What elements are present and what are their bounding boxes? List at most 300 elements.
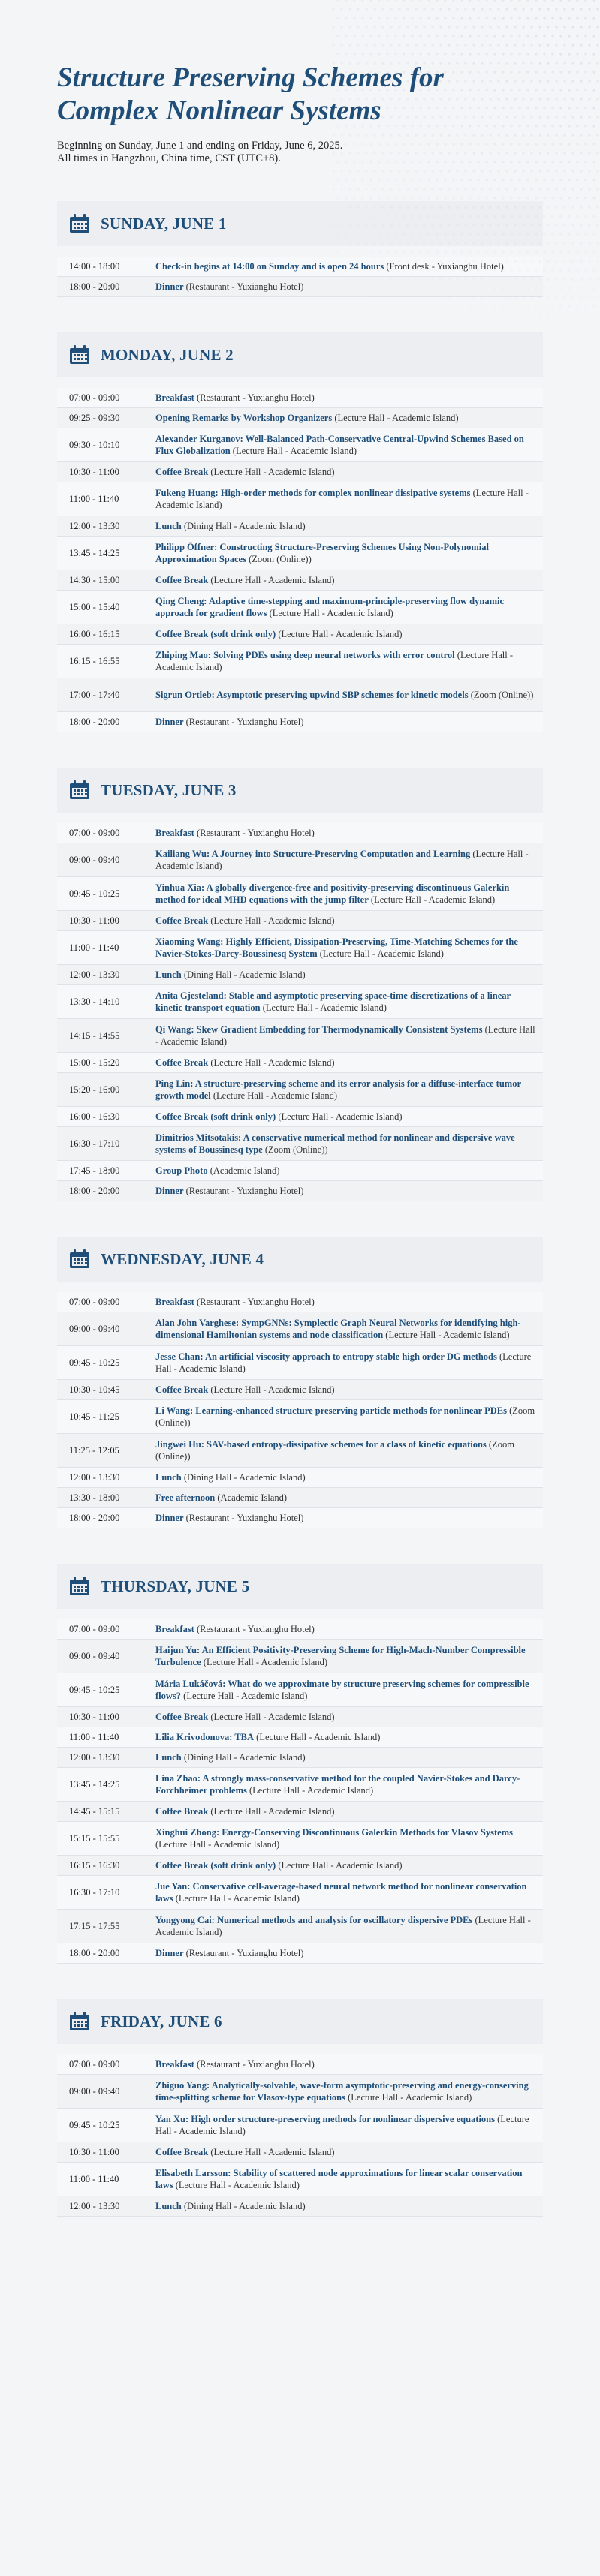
session-location: (Lecture Hall - Academic Island) <box>210 1090 338 1101</box>
session-location: (Lecture Hall - Academic Island) <box>208 466 335 477</box>
session-title: Dinner <box>155 281 184 292</box>
session-time: 10:30 - 11:00 <box>69 466 119 477</box>
session-description <box>155 1823 543 1854</box>
session-location: (Lecture Hall - Academic Island) <box>368 894 496 905</box>
session-description <box>155 1748 543 1767</box>
session-row <box>57 624 543 645</box>
session-title: Group Photo <box>155 1165 208 1176</box>
session-title: Yongyong Cai: Numerical methods and analysis for oscillatory dispersive PDEs <box>155 1914 473 1925</box>
session-location: (Lecture Hall - Academic Island) <box>155 1839 280 1850</box>
session-location: (Lecture Hall - Academic Island) <box>208 1384 335 1395</box>
session-time: 09:30 - 10:10 <box>69 439 120 450</box>
session-row <box>57 985 543 1019</box>
session-time: 17:15 - 17:55 <box>69 1920 120 1931</box>
session-description <box>155 1468 543 1487</box>
session-row <box>57 1619 543 1640</box>
session-title: Xinghui Zhong: Energy-Conserving Discontinuous Galerkin Methods for Vlasov Systems <box>155 1826 513 1838</box>
session-row <box>57 1468 543 1488</box>
session-location: (Lecture Hall - Academic Island) <box>332 412 459 423</box>
session-description <box>155 463 543 482</box>
session-row <box>57 1673 543 1707</box>
session-title: Haijun Yu: An Efficient Positivity-Preserving Scheme for High-Mach-Number Compressible Turbulence <box>155 1644 526 1667</box>
session-time: 13:45 - 14:25 <box>69 547 120 558</box>
session-row <box>57 482 543 516</box>
session-location: (Lecture Hall - Academic Island) <box>267 608 393 618</box>
session-time: 11:25 - 12:05 <box>69 1444 119 1456</box>
session-time: 18:00 - 20:00 <box>69 716 120 727</box>
session-description <box>155 1708 543 1727</box>
session-description <box>155 966 543 984</box>
session-location: (Dining Hall - Academic Island) <box>181 1751 306 1763</box>
session-description <box>155 2076 543 2107</box>
day-header <box>57 1999 543 2044</box>
session-time: 07:00 - 09:00 <box>69 1296 120 1307</box>
session-title: Sigrun Ortleb: Asymptotic preserving upwind SBP schemes for kinetic models <box>155 689 469 700</box>
title-line-1: Structure Preserving Schemes for <box>57 62 444 93</box>
calendar-icon <box>69 780 90 800</box>
session-description <box>155 1381 543 1399</box>
session-row <box>57 712 543 732</box>
session-row <box>57 1748 543 1768</box>
session-row <box>57 2054 543 2075</box>
session-time: 16:00 - 16:30 <box>69 1111 120 1122</box>
session-title: Dinner <box>155 716 184 727</box>
session-title: Coffee Break <box>155 1384 209 1395</box>
session-description <box>155 1944 543 1963</box>
session-description <box>155 845 543 876</box>
session-row <box>57 591 543 624</box>
session-time: 12:00 - 13:30 <box>69 2200 120 2211</box>
session-row <box>57 257 543 277</box>
session-time: 09:00 - 09:40 <box>69 1650 120 1661</box>
session-row <box>57 1292 543 1312</box>
session-title: Jue Yan: Conservative cell-average-based neural network method for nonlinear conservation laws <box>155 1880 527 1904</box>
session-location: (Dining Hall - Academic Island) <box>181 1471 306 1483</box>
session-time: 07:00 - 09:00 <box>69 2058 120 2070</box>
session-description <box>155 430 543 461</box>
session-title: Coffee Break <box>155 2146 209 2157</box>
day-header <box>57 201 543 246</box>
session-time: 13:30 - 18:00 <box>69 1492 120 1503</box>
session-location: (Restaurant - Yuxianghu Hotel) <box>183 281 304 292</box>
session-list <box>57 2054 543 2217</box>
session-description <box>155 278 543 296</box>
session-description <box>155 389 543 407</box>
session-time: 18:00 - 20:00 <box>69 1512 120 1523</box>
session-location: (Academic Island) <box>207 1165 280 1176</box>
session-time: 09:00 - 09:40 <box>69 1323 120 1334</box>
day-header <box>57 1564 543 1609</box>
session-location: (Lecture Hall - Academic Island) <box>317 948 444 959</box>
session-location: (Lecture Hall - Academic Island) <box>208 915 335 926</box>
session-row <box>57 2109 543 2142</box>
session-time: 11:00 - 11:40 <box>69 1731 119 1742</box>
session-location: (Dining Hall - Academic Island) <box>181 2200 306 2211</box>
session-title: Lunch <box>155 520 182 531</box>
session-row <box>57 877 543 911</box>
session-title: Breakfast <box>155 2058 194 2070</box>
session-time: 16:15 - 16:30 <box>69 1859 120 1871</box>
session-row <box>57 277 543 297</box>
session-description <box>155 1075 543 1105</box>
session-location: (Lecture Hall - Academic Island) <box>208 1805 335 1817</box>
session-list <box>57 823 543 1201</box>
session-title: Coffee Break <box>155 574 209 585</box>
session-title: Coffee Break (soft drink only) <box>155 628 276 639</box>
session-location: (Lecture Hall - Academic Island) <box>230 446 357 456</box>
session-row <box>57 1802 543 1822</box>
session-title: Mária Lukáčová: What do we approximate by structure preserving schemes for compressible flows? <box>155 1678 529 1701</box>
session-time: 07:00 - 09:00 <box>69 827 120 838</box>
session-row <box>57 1181 543 1201</box>
session-description <box>155 571 543 590</box>
session-row <box>57 965 543 985</box>
day-header <box>57 1237 543 1282</box>
session-location: (Lecture Hall - Academic Island) <box>276 1111 403 1122</box>
session-location: (Zoom (Online)) <box>468 689 534 700</box>
session-location: (Lecture Hall - Academic Island) <box>254 1731 381 1742</box>
session-location: (Restaurant - Yuxianghu Hotel) <box>194 392 315 403</box>
session-location: (Lecture Hall - Academic Island) <box>208 1057 335 1068</box>
session-description <box>155 1435 543 1466</box>
session-description <box>155 1769 543 1800</box>
session-title: Yinhua Xia: A globally divergence-free and positivity-preserving discontinuous Galerkin method for ideal MHD equations with the jump filter <box>155 882 510 905</box>
session-row <box>57 462 543 482</box>
session-location: (Restaurant - Yuxianghu Hotel) <box>183 1185 304 1196</box>
session-location: (Lecture Hall - Academic Island) <box>208 574 335 585</box>
session-title: Breakfast <box>155 392 194 403</box>
session-title: Zhiguo Yang: Analytically-solvable, wave-form asymptotic-preserving and energy-conserving time-splitting scheme for Vlasov-type equations <box>155 2079 529 2103</box>
session-location: (Dining Hall - Academic Island) <box>181 969 306 980</box>
day-section <box>57 768 543 1201</box>
session-row <box>57 2075 543 2109</box>
session-location: (Lecture Hall - Academic Island) <box>173 1893 300 1904</box>
day-section <box>57 1237 543 1528</box>
day-section <box>57 1564 543 1964</box>
session-time: 09:45 - 10:25 <box>69 888 120 899</box>
session-time: 18:00 - 20:00 <box>69 1185 120 1196</box>
session-description <box>155 1877 543 1908</box>
session-row <box>57 1727 543 1748</box>
session-description <box>155 824 543 843</box>
session-row <box>57 2163 543 2196</box>
session-title: Ping Lin: A structure-preserving scheme and its error analysis for a diffuse-interface tumor growth model <box>155 1078 521 1101</box>
session-description <box>155 1489 543 1507</box>
session-time: 11:00 - 11:40 <box>69 2173 119 2184</box>
session-location: (Restaurant - Yuxianghu Hotel) <box>194 2058 315 2070</box>
session-location: (Dining Hall - Academic Island) <box>181 520 306 531</box>
intro-text <box>57 140 600 165</box>
session-row <box>57 1488 543 1508</box>
session-list <box>57 1619 543 1964</box>
day-section <box>57 332 543 732</box>
session-description <box>155 2055 543 2074</box>
session-row <box>57 570 543 591</box>
session-list <box>57 388 543 732</box>
day-section <box>57 1999 543 2217</box>
day-section <box>57 201 543 297</box>
session-title: Lunch <box>155 1471 182 1483</box>
session-title: Zhiping Mao: Solving PDEs using deep neural networks with error control <box>155 649 455 660</box>
calendar-icon <box>69 1577 90 1596</box>
session-location: (Restaurant - Yuxianghu Hotel) <box>194 1623 315 1634</box>
session-title: Coffee Break <box>155 1057 209 1068</box>
session-title: Alan John Varghese: SympGNNs: Symplectic Graph Neural Networks for identifying high-dimensional Hamiltonian systems and node classification <box>155 1317 521 1340</box>
session-description <box>155 1620 543 1639</box>
session-time: 18:00 - 20:00 <box>69 1947 120 1958</box>
session-title: Breakfast <box>155 827 194 838</box>
session-description <box>155 1802 543 1821</box>
session-title: Breakfast <box>155 1623 194 1634</box>
session-title: Lunch <box>155 1751 182 1763</box>
session-description <box>155 592 543 623</box>
day-title: THURSDAY, JUNE 5 <box>101 1577 250 1595</box>
session-title: Xiaoming Wang: Highly Efficient, Dissipation-Preserving, Time-Matching Schemes for the Navier-Stokes-Darcy-Boussinesq System <box>155 936 518 959</box>
session-location: (Lecture Hall - Academic Island) <box>276 628 403 639</box>
session-row <box>57 1434 543 1468</box>
session-title: Qing Cheng: Adaptive time-stepping and maximum-principle-preserving flow dynamic approach for gradient flows <box>155 595 505 618</box>
session-description <box>155 1911 543 1942</box>
session-description <box>155 1856 543 1875</box>
session-row <box>57 1822 543 1856</box>
session-time: 09:25 - 09:30 <box>69 412 120 423</box>
session-time: 16:30 - 17:10 <box>69 1138 120 1149</box>
session-title: Qi Wang: Skew Gradient Embedding for Thermodynamically Consistent Systems <box>155 1023 483 1035</box>
session-row <box>57 645 543 678</box>
session-title: Alexander Kurganov: Well-Balanced Path-Conservative Central-Upwind Schemes Based on Flux Globalization <box>155 433 524 456</box>
session-title: Jingwei Hu: SAV-based entropy-dissipative schemes for a class of kinetic equations <box>155 1438 487 1450</box>
session-time: 16:00 - 16:15 <box>69 628 120 639</box>
session-location: (Lecture Hall - Academic Island) <box>260 1002 387 1013</box>
session-location: (Restaurant - Yuxianghu Hotel) <box>183 716 304 727</box>
session-location: (Lecture Hall - Academic Island) <box>155 487 529 510</box>
session-row <box>57 1768 543 1802</box>
intro-line-2: All times in Hangzhou, China time, CST (UTC+8). <box>57 152 281 164</box>
session-row <box>57 843 543 877</box>
session-title: Lina Zhao: A strongly mass-conservative method for the coupled Navier-Stokes and Darcy-Forchheimer problems <box>155 1772 520 1796</box>
session-description <box>155 1402 543 1432</box>
session-title: Dimitrios Mitsotakis: A conservative numerical method for nonlinear and dispersive wave systems of Boussinesq type <box>155 1132 515 1155</box>
session-location: (Lecture Hall - Academic Island) <box>246 1785 374 1796</box>
session-location: (Lecture Hall - Academic Island) <box>155 2113 529 2136</box>
session-title: Free afternoon <box>155 1492 216 1503</box>
day-title: SUNDAY, JUNE 1 <box>101 214 227 233</box>
session-row <box>57 428 543 462</box>
calendar-icon <box>69 214 90 233</box>
session-description <box>155 879 543 909</box>
session-time: 10:30 - 11:00 <box>69 915 119 926</box>
session-row <box>57 1380 543 1400</box>
session-title: Philipp Öffner: Constructing Structure-Preserving Schemes Using Non-Polynomial Approximation Spaces <box>155 541 489 564</box>
session-location: (Lecture Hall - Academic Island) <box>155 1351 532 1374</box>
session-time: 09:00 - 09:40 <box>69 2085 120 2097</box>
session-row <box>57 2142 543 2163</box>
session-row <box>57 516 543 537</box>
session-location: (Lecture Hall - Academic Island) <box>201 1657 327 1667</box>
days-container <box>0 201 600 2217</box>
session-row <box>57 1943 543 1964</box>
session-row <box>57 408 543 428</box>
session-location: (Restaurant - Yuxianghu Hotel) <box>183 1947 304 1958</box>
session-location: (Zoom (Online)) <box>155 1405 535 1428</box>
session-description <box>155 1675 543 1706</box>
session-location: (Zoom (Online)) <box>155 1438 514 1462</box>
session-location: (Lecture Hall - Academic Island) <box>276 1859 403 1871</box>
session-time: 14:45 - 15:15 <box>69 1805 120 1817</box>
session-location: (Lecture Hall - Academic Island) <box>155 1914 531 1937</box>
session-time: 17:45 - 18:00 <box>69 1165 120 1176</box>
session-time: 18:00 - 20:00 <box>69 281 120 292</box>
session-title: Coffee Break <box>155 915 209 926</box>
day-title: FRIDAY, JUNE 6 <box>101 2012 222 2030</box>
session-time: 10:30 - 11:00 <box>69 1711 119 1722</box>
session-title: Dinner <box>155 1947 184 1958</box>
session-time: 11:00 - 11:40 <box>69 942 119 953</box>
session-title: Jesse Chan: An artificial viscosity approach to entropy stable high order DG methods <box>155 1351 497 1362</box>
day-header <box>57 332 543 377</box>
session-row <box>57 823 543 843</box>
session-location: (Restaurant - Yuxianghu Hotel) <box>194 827 315 838</box>
session-row <box>57 1127 543 1161</box>
session-location: (Front desk - Yuxianghu Hotel) <box>384 260 504 272</box>
session-title: Dinner <box>155 1512 184 1523</box>
session-row <box>57 1161 543 1181</box>
session-location: (Academic Island) <box>215 1492 288 1503</box>
session-time: 07:00 - 09:00 <box>69 1623 120 1634</box>
session-location: (Lecture Hall - Academic Island) <box>155 649 514 672</box>
session-title: Check-in begins at 14:00 on Sunday and is open 24 hours <box>155 260 384 272</box>
session-time: 12:00 - 13:30 <box>69 520 120 531</box>
header <box>0 0 600 165</box>
session-description <box>155 1054 543 1072</box>
session-location: (Lecture Hall - Academic Island) <box>345 2092 472 2103</box>
session-row <box>57 678 543 712</box>
session-description <box>155 2143 543 2162</box>
session-time: 07:00 - 09:00 <box>69 392 120 403</box>
session-title: Fukeng Huang: High-order methods for complex nonlinear dissipative systems <box>155 487 471 498</box>
session-row <box>57 1707 543 1727</box>
session-description <box>155 933 543 963</box>
session-time: 11:00 - 11:40 <box>69 493 119 504</box>
session-description <box>155 1020 543 1051</box>
session-time: 15:15 - 15:55 <box>69 1832 120 1844</box>
session-description <box>155 2164 543 2195</box>
session-row <box>57 537 543 570</box>
session-title: Kailiang Wu: A Journey into Structure-Preserving Computation and Learning <box>155 848 471 859</box>
session-description <box>155 1509 543 1528</box>
session-time: 09:45 - 10:25 <box>69 1357 120 1368</box>
session-title: Opening Remarks by Workshop Organizers <box>155 412 333 423</box>
session-description <box>155 646 543 677</box>
session-time: 10:45 - 11:25 <box>69 1411 119 1422</box>
session-row <box>57 1400 543 1434</box>
session-time: 12:00 - 13:30 <box>69 969 120 980</box>
session-description <box>155 912 543 930</box>
session-row <box>57 1053 543 1073</box>
calendar-icon <box>69 2012 90 2031</box>
session-description <box>155 484 543 515</box>
session-title: Elisabeth Larsson: Stability of scattered node approximations for linear scalar conservation laws <box>155 2167 523 2190</box>
session-description <box>155 257 543 276</box>
session-description <box>155 1348 543 1378</box>
session-row <box>57 1856 543 1876</box>
session-time: 12:00 - 13:30 <box>69 1751 120 1763</box>
session-description <box>155 625 543 644</box>
session-time: 10:30 - 11:00 <box>69 2146 119 2157</box>
session-location: (Lecture Hall - Academic Island) <box>155 848 529 871</box>
session-description <box>155 1641 543 1672</box>
session-location: (Zoom (Online)) <box>262 1144 328 1155</box>
session-title: Coffee Break <box>155 1711 209 1722</box>
session-row <box>57 1640 543 1673</box>
session-description <box>155 1108 543 1126</box>
session-row <box>57 931 543 965</box>
session-description <box>155 517 543 536</box>
session-description <box>155 713 543 732</box>
session-row <box>57 388 543 408</box>
session-time: 13:45 - 14:25 <box>69 1778 120 1790</box>
session-location: (Zoom (Online)) <box>246 554 312 564</box>
session-description <box>155 987 543 1017</box>
session-description <box>155 2110 543 2141</box>
session-description <box>155 1293 543 1312</box>
session-location: (Lecture Hall - Academic Island) <box>173 2180 300 2190</box>
title-line-2: Complex Nonlinear Systems <box>57 95 381 126</box>
session-description <box>155 409 543 428</box>
session-time: 16:30 - 17:10 <box>69 1886 120 1898</box>
session-row <box>57 2196 543 2217</box>
intro-line-1: Beginning on Sunday, June 1 and ending on Friday, June 6, 2025. <box>57 140 343 152</box>
session-description <box>155 538 543 569</box>
page-title <box>57 62 600 128</box>
session-row <box>57 1346 543 1380</box>
session-title: Coffee Break (soft drink only) <box>155 1859 276 1871</box>
calendar-icon <box>69 1249 90 1269</box>
session-title: Anita Gjesteland: Stable and asymptotic preserving space-time discretizations of a linear kinetic transport equation <box>155 990 511 1013</box>
session-time: 09:45 - 10:25 <box>69 2119 120 2130</box>
session-description <box>155 1728 543 1747</box>
session-title: Dinner <box>155 1185 184 1196</box>
session-row <box>57 1910 543 1943</box>
session-description <box>155 686 543 705</box>
session-location: (Lecture Hall - Academic Island) <box>208 2146 335 2157</box>
session-description <box>155 1129 543 1159</box>
session-location: (Lecture Hall - Academic Island) <box>155 1023 535 1047</box>
session-title: Li Wang: Learning-enhanced structure preserving particle methods for nonlinear PDEs <box>155 1405 507 1416</box>
session-time: 12:00 - 13:30 <box>69 1471 120 1483</box>
session-title: Lilia Krivodonova: TBA <box>155 1731 255 1742</box>
session-location: (Lecture Hall - Academic Island) <box>208 1711 335 1722</box>
calendar-icon <box>69 345 90 365</box>
session-time: 17:00 - 17:40 <box>69 689 120 700</box>
session-description <box>155 1314 543 1345</box>
session-title: Lunch <box>155 2200 182 2211</box>
session-row <box>57 1019 543 1053</box>
session-row <box>57 1508 543 1528</box>
session-row <box>57 911 543 931</box>
session-list <box>57 257 543 297</box>
session-title: Breakfast <box>155 1296 194 1307</box>
session-time: 15:00 - 15:20 <box>69 1057 120 1068</box>
session-time: 15:20 - 16:00 <box>69 1084 120 1095</box>
day-title: WEDNESDAY, JUNE 4 <box>101 1249 264 1268</box>
session-title: Yan Xu: High order structure-preserving methods for nonlinear dispersive equations <box>155 2113 495 2124</box>
session-row <box>57 1107 543 1127</box>
session-title: Coffee Break <box>155 1805 209 1817</box>
day-title: TUESDAY, JUNE 3 <box>101 780 237 799</box>
session-description <box>155 2197 543 2216</box>
session-location: (Restaurant - Yuxianghu Hotel) <box>183 1512 304 1523</box>
